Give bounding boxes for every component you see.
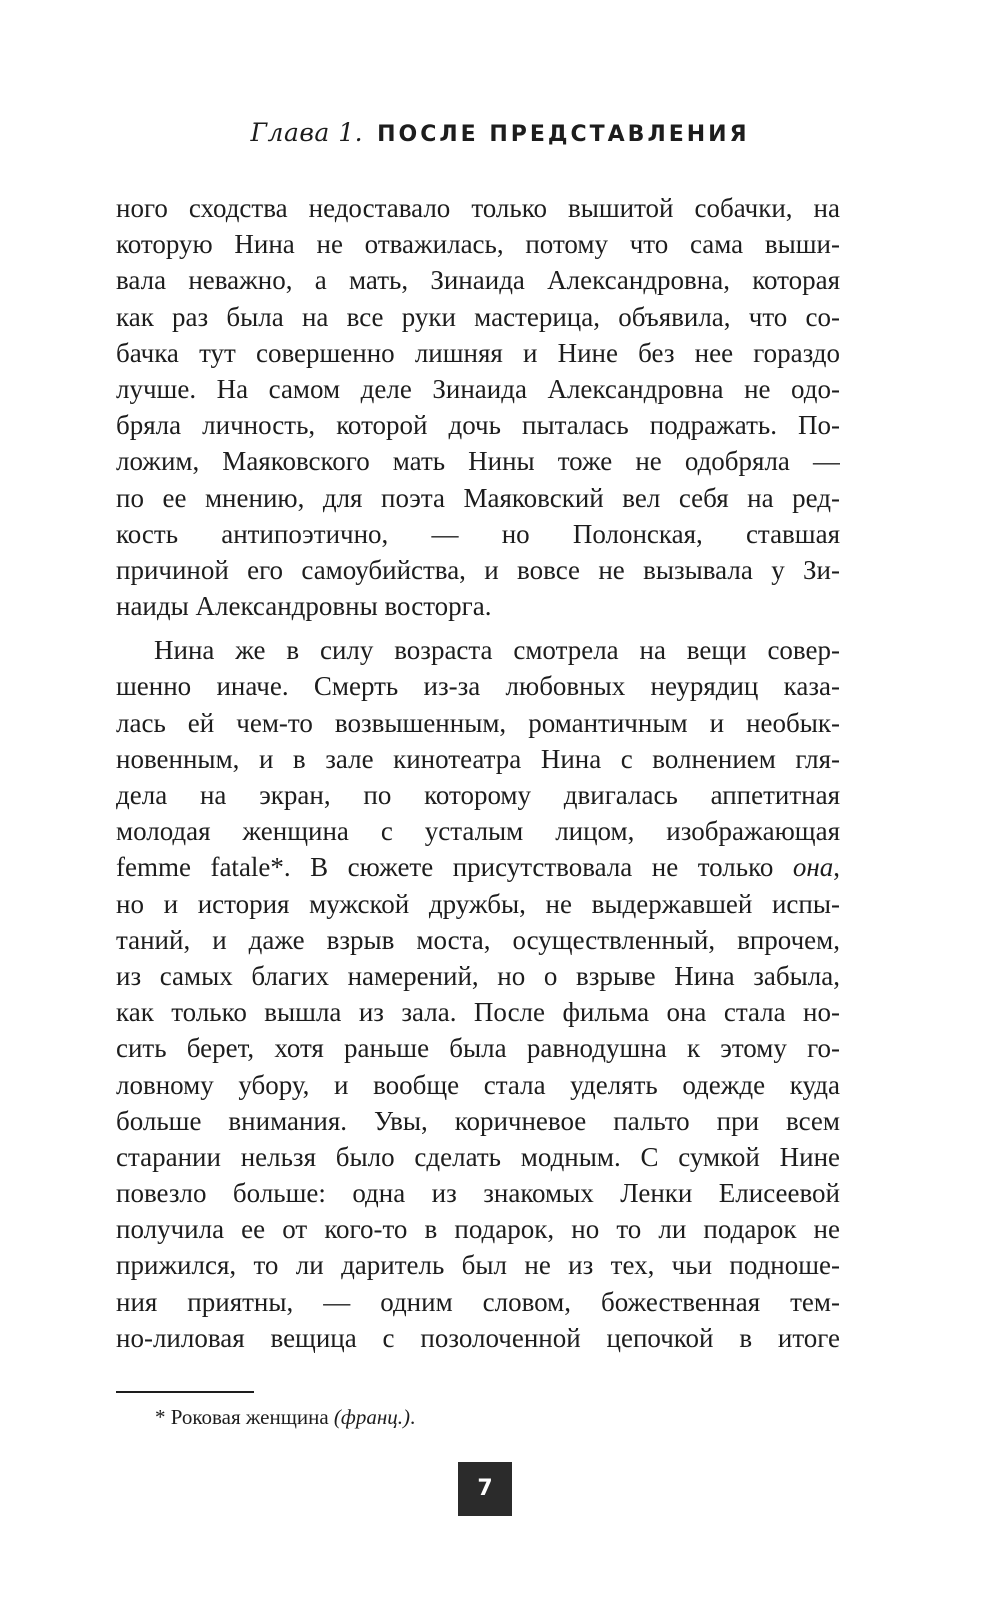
text-line: старании нельзя было сделать модным. С сумкой Нине: [116, 1141, 840, 1172]
text-line: лучше. На самом деле Зинаида Александровна не одо-: [116, 373, 840, 404]
text-line: бачка тут совершенно лишняя и Нине без нее гораздо: [116, 337, 840, 368]
text-line: как только вышла из зала. После фильма она стала но-: [116, 997, 840, 1028]
text-segment: femme fatale*. В сюжете присутствовала не только: [116, 852, 793, 883]
text-line: дела на экран, по которому двигалась аппетитная: [116, 780, 840, 810]
text-line: таний, и даже взрыв моста, осуществленный, впрочем,: [116, 924, 840, 955]
text-line: причиной его самоубийства, и вовсе не вызывала у Зи-: [116, 554, 840, 585]
text-line: как раз была на все руки мастерица, объявила, что со-: [116, 301, 840, 332]
footnote-divider: [116, 1391, 254, 1393]
text-line: из самых благих намерений, но о взрыве Нина забыла,: [116, 960, 840, 991]
text-line: вала неважно, а мать, Зинаида Александровна, которая: [116, 265, 840, 296]
text-line: сить берет, хотя раньше была равнодушна к этому го-: [116, 1033, 840, 1064]
text-line: Нина же в силу возраста смотрела на вещи совер-: [154, 635, 840, 666]
footnote-text: * Роковая женщина: [155, 1405, 334, 1429]
text-line: повезло больше: одна из знакомых Ленки Елисеевой: [116, 1178, 840, 1209]
text-line: бряла личность, которой дочь пыталась подражать. По-: [116, 410, 840, 441]
text-line: которую Нина не отважилась, потому что сама выши-: [116, 229, 840, 260]
text-line: молодая женщина с усталым лицом, изображающая: [116, 816, 840, 847]
text-line: лась ей чем-то возвышенным, романтичным и необык-: [116, 707, 840, 738]
chapter-title: ПОСЛЕ ПРЕДСТАВЛЕНИЯ: [377, 122, 750, 147]
text-line: но и история мужской дружбы, не выдержавшей испы-: [116, 888, 840, 919]
chapter-label: Глава 1.: [250, 118, 364, 147]
text-line: новенным, и в зале кинотеатра Нина с волнением гля-: [116, 743, 840, 774]
paragraph-gap: [116, 624, 840, 632]
text-line: по ее мнению, для поэта Маяковский вел себя на ред-: [116, 482, 840, 513]
footnote-end: .: [410, 1405, 416, 1429]
text-segment: ,: [833, 852, 840, 883]
text-line: прижился, то ли даритель был не из тех, чьи подноше-: [116, 1250, 840, 1281]
italic-emphasis: она: [792, 852, 834, 883]
text-line: ния приятны, — одним словом, божественная тем-: [116, 1286, 840, 1317]
page-number: 7: [458, 1462, 512, 1516]
text-line: шенно иначе. Смерть из-за любовных неурядиц каза-: [116, 671, 840, 702]
text-line: кость антипоэтично, — но Полонская, ставшая: [116, 518, 840, 549]
text-line: наиды Александровны восторга.: [116, 591, 492, 622]
text-line: ловному убору, и вообще стала уделять одежде куда: [116, 1069, 840, 1100]
body-text: [116, 190, 840, 1356]
text-line-with-footnote-ref: [116, 849, 840, 885]
text-line: больше внимания. Увы, коричневое пальто при всем: [116, 1105, 840, 1136]
text-line: но-лиловая вещица с позолоченной цепочкой в итоге: [116, 1322, 840, 1353]
text-line: ложим, Маяковского мать Нины тоже не одобряла —: [116, 446, 840, 477]
paragraph-1: [116, 190, 840, 624]
text-line: ного сходства недоставало только вышитой собачки, на: [116, 193, 840, 223]
footnote: [155, 1403, 415, 1431]
footnote-italic: (франц.): [333, 1405, 410, 1429]
paragraph-2: [116, 632, 840, 1356]
running-header: [0, 118, 1000, 150]
text-line: получила ее от кого-то в подарок, но то ли подарок не: [116, 1214, 840, 1245]
